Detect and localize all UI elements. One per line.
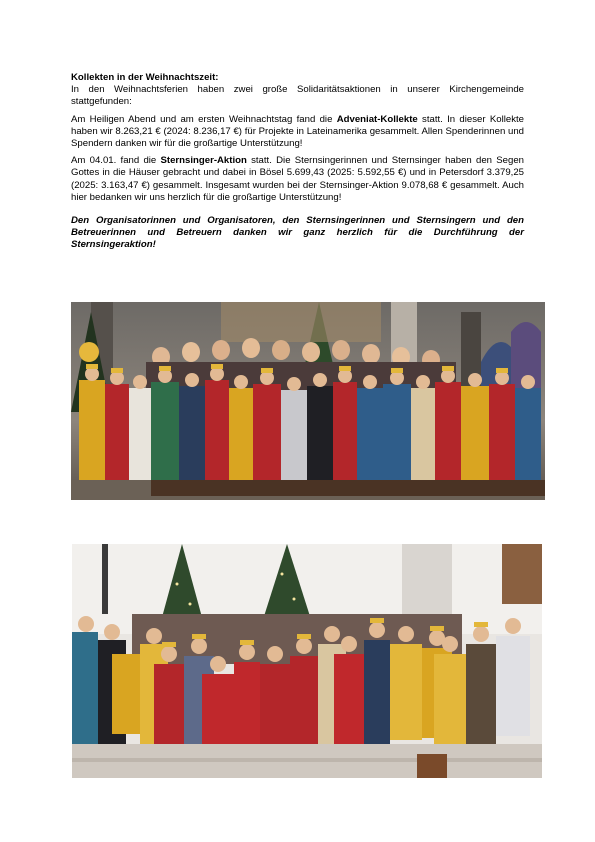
group-photo-1-illustration — [71, 302, 545, 500]
section-heading: Kollekten in der Weihnachtszeit: — [71, 72, 219, 83]
intro-paragraph: In den Weihnachtsferien haben zwei große Solidaritätsaktionen in unserer Kirchengemeinde stattgefunden: — [71, 84, 524, 108]
group-photo-2-illustration — [72, 544, 542, 778]
sternsinger-text-start: Am 04.01. fand die — [71, 155, 161, 167]
group-photo-church-interior — [71, 302, 545, 500]
article-text — [71, 72, 524, 257]
adveniat-bold: Adveniat-Kollekte — [336, 113, 418, 125]
thanks-paragraph: Den Organisatorinnen und Organisatoren, den Sternsingerinnen und Sternsingern und den Betreuerinnen und Betreuern danken wir ganz herzlich für die Durchführung der Sternsingeraktion! — [71, 215, 524, 251]
adveniat-text-end: statt. In dieser Kollekte haben wir 8.263,21 € (2024: 8.236,17 €) für Projekte in Lateinamerika gesammelt. Allen Spenderinnen und Spendern danken wir für die großartige Unterstützung! — [71, 113, 524, 150]
sternsinger-paragraph — [71, 155, 524, 204]
sternsinger-text-end: statt. Die Sternsingerinnen und Sternsinger haben den Segen Gottes in die Häuser gebracht und dabei in Bösel 5.699,43 (2025: 5.592,55 €) und in Petersdorf 3.379,25 (2025: 3.163,47 €) gesammelt. Insgesamt wurden bei der Sternsinger-Aktion 9.078,68 € gesammelt. Auch hier bedanken wir uns herzlich für die großartige Unterstützung! — [71, 155, 524, 203]
sternsinger-bold: Sternsinger-Aktion — [160, 155, 247, 167]
group-photo-altar-area — [72, 544, 542, 778]
adveniat-paragraph — [71, 114, 524, 151]
adveniat-text-start: Am Heiligen Abend und am ersten Weihnachtstag fand die — [71, 113, 337, 125]
